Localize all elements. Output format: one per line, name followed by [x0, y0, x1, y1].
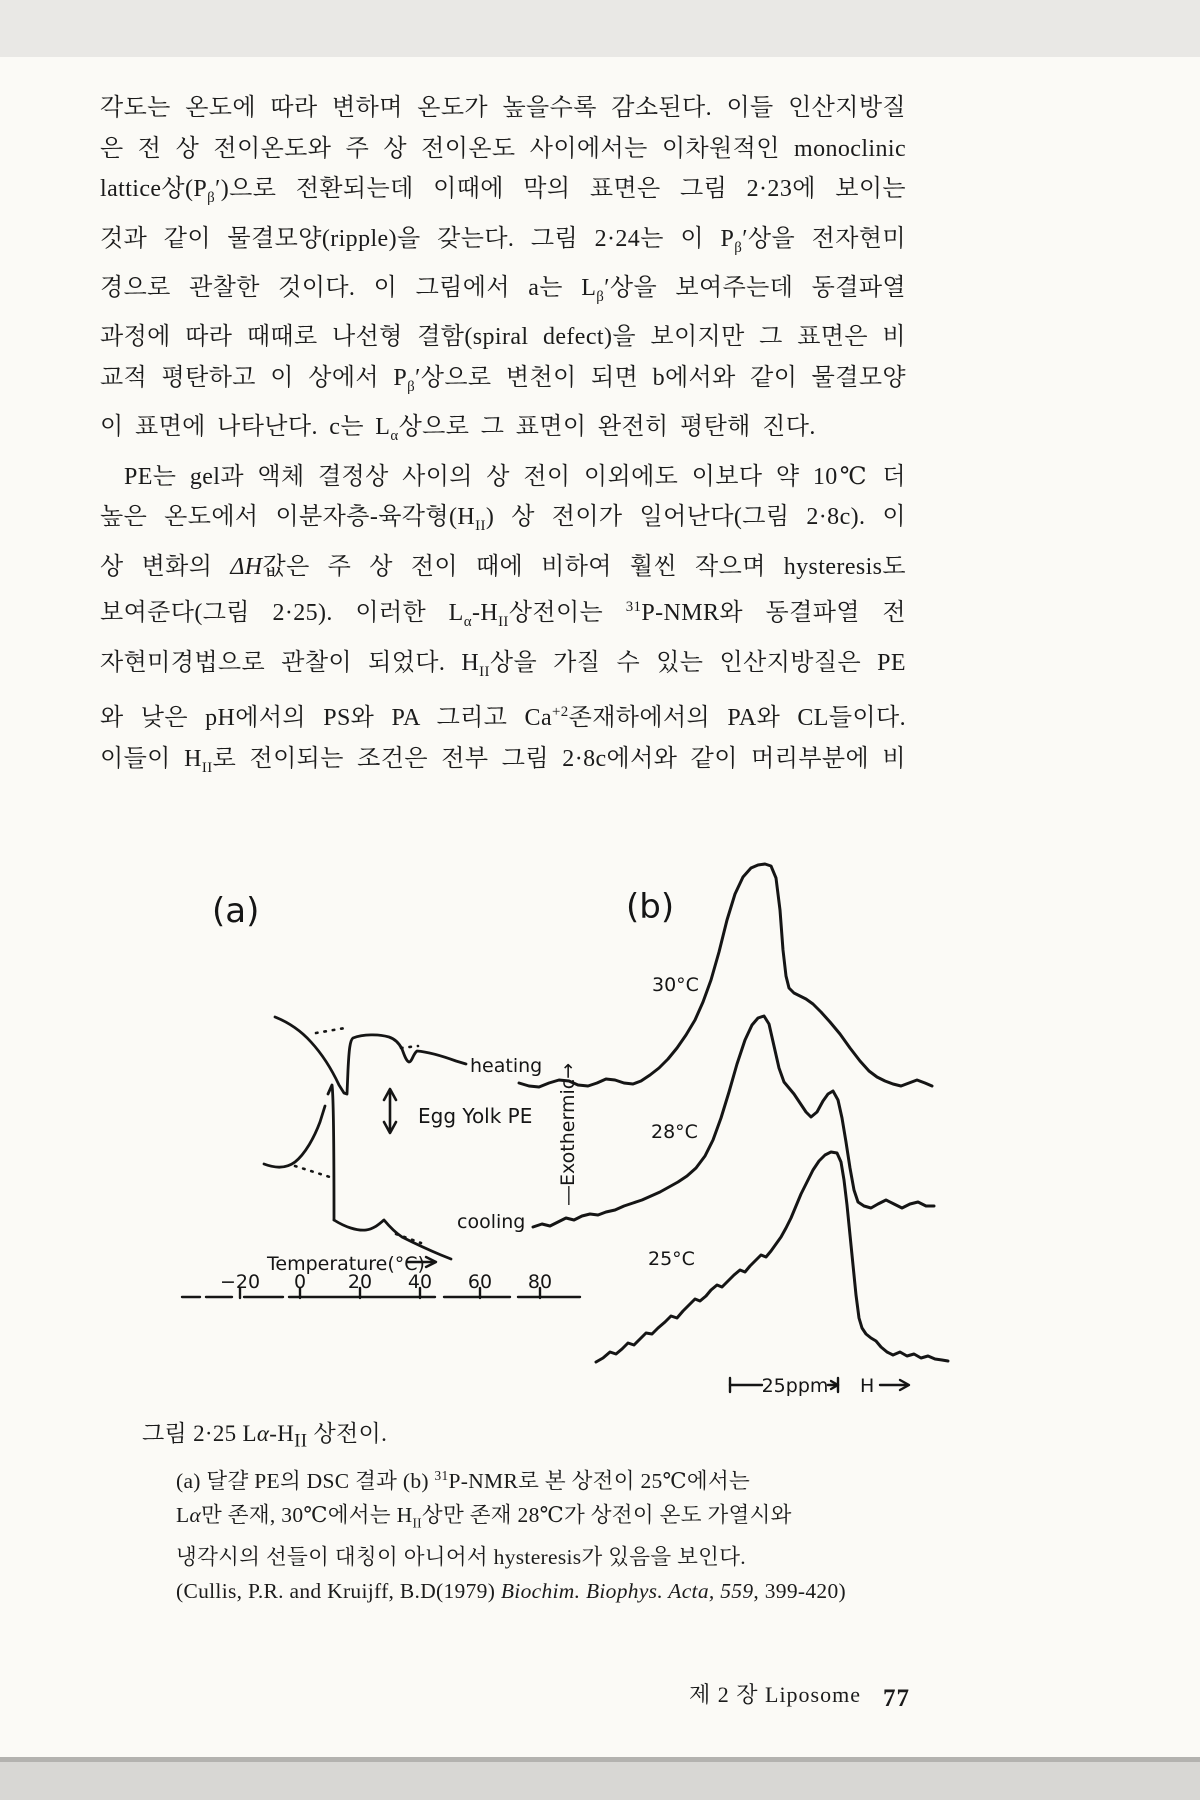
- body-text-line: PE는 gel과 액체 결정상 사이의 상 전이 이외에도 이보다 약 10℃ 더: [124, 463, 906, 490]
- body-text-line: 높은 온도에서 이분자층-육각형$(H_{II})$ 상 전이가 일어난다(그림 2·8c). 이: [100, 504, 906, 535]
- body-text-line: 보여준다(그림 2·25). 이러한 $L_\alpha-H_{II}$상전이는 $^{31}$P-NMR와 동결파열 전: [100, 599, 906, 631]
- nmr-spectrum-28c: [533, 1016, 934, 1227]
- axis-tick-label: 40: [407, 1271, 433, 1293]
- caption-line: (Cullis, P.R. and Kruijff, B.D(1979) Biochim. Biophys. Acta, 559, 399-420): [176, 1579, 846, 1604]
- body-text-line: 은 전 상 전이온도와 주 상 전이온도 사이에서는 이차원적인 monoclinic: [100, 135, 906, 162]
- field-direction-arrow-icon: [880, 1380, 909, 1390]
- body-text-line: 상 변화의 ΔH값은 주 상 전이 때에 비하여 훨씬 작으며 hysteresis도: [100, 553, 906, 580]
- exothermic-axis-label: ―Exothermic→: [557, 1062, 579, 1205]
- body-text-line: 이들이 $H_{II}$로 전이되는 조건은 전부 그림 2·8c에서와 같이 머리부분에 비: [100, 745, 907, 776]
- sample-label: Egg Yolk PE: [418, 1104, 533, 1128]
- body-text-line: 자현미경법으로 관찰이 되었다. $H_{II}$상을 가질 수 있는 인산지방질은 PE: [100, 649, 906, 680]
- page-footer: [540, 1678, 910, 1712]
- body-text-line: 이 표면에 나타난다. c는 $L_\alpha$상으로 그 표면이 완전히 평탄해 진다.: [100, 414, 816, 445]
- dsc-cooling-peak: [328, 1085, 334, 1220]
- body-text-line: 교적 평탄하고 이 상에서 $P_\beta'$상으로 변천이 되면 b에서와 같이 물결모양: [100, 364, 906, 395]
- footer-chapter-title: 제 2 장 Liposome: [689, 1682, 861, 1707]
- body-text-line: 과정에 따라 때때로 나선형 결함(spiral defect)을 보이지만 그 표면은 비: [100, 324, 906, 351]
- axis-tick-label: −20: [219, 1271, 261, 1293]
- spectrum-temp-label: 25°C: [648, 1248, 695, 1270]
- temperature-axis-label: Temperature(°C): [267, 1253, 425, 1275]
- dsc-heating-baseline-dots: [316, 1028, 345, 1033]
- spectrum-temp-label: 28°C: [651, 1121, 698, 1143]
- cooling-curve-label: cooling: [457, 1211, 526, 1233]
- heating-curve-label: heating: [470, 1055, 543, 1077]
- body-text-line: 각도는 온도에 따라 변하며 온도가 높을수록 감소된다. 이들 인산지방질: [100, 95, 906, 121]
- axis-tick-label: 80: [527, 1271, 553, 1293]
- ppm-scale-label: 25ppm: [761, 1375, 829, 1397]
- body-text-line: 경으로 관찰한 것이다. 이 그림에서 a는 $L_\beta'$상을 보여주는데 동결파열: [100, 274, 907, 305]
- axis-tick-label: 20: [347, 1271, 373, 1293]
- dsc-cooling-baseline-dots: [295, 1166, 333, 1178]
- axis-tick-label: 0: [293, 1271, 307, 1293]
- nmr-spectrum-30c: [519, 864, 932, 1087]
- caption-line: 냉각시의 선들이 대칭이 아니어서 hysteresis가 있음을 보인다.: [176, 1545, 746, 1570]
- body-text-line: 것과 같이 물결모양(ripple)을 갖는다. 그림 2·24는 이 $P_\beta'$상을 전자현미: [100, 225, 906, 256]
- body-text-line: 와 낮은 pH에서의 PS와 PA 그리고 $Ca^{+2}$존재하에서의 PA와 CL들이다.: [100, 704, 906, 732]
- body-text-line: lattice상$(P_\beta')$으로 전환되는데 이때에 막의 표면은 그림 2·23에 보이는: [100, 176, 906, 206]
- figure-caption: [142, 1416, 902, 1608]
- axis-tick-label: 60: [467, 1271, 493, 1293]
- panel-b-label: (b): [626, 887, 675, 927]
- dsc-heating-baseline-dots: [401, 1046, 418, 1048]
- panel-a-label: (a): [212, 891, 260, 931]
- updown-arrow-icon: [384, 1089, 396, 1133]
- dsc-heating-curve: [275, 1017, 466, 1094]
- spectrum-temp-label: 30°C: [652, 974, 699, 996]
- caption-line: (a) 달걀 PE의 DSC 결과 (b) $^{31}$P-NMR로 본 상전이 25℃에서는: [176, 1467, 751, 1493]
- footer-page-number: 77: [883, 1685, 910, 1712]
- caption-title: 그림 2·25 $L\alpha-H_{II}$ 상전이.: [142, 1421, 388, 1452]
- scan-artifact-bottom-band: [0, 1762, 1200, 1800]
- field-direction-label: H: [860, 1375, 875, 1397]
- dsc-cooling-curve-left: [264, 1106, 325, 1167]
- caption-line: Lα만 존재, 30℃에서는 $H_{II}$상만 존재 28℃가 상전이 온도 가열시와: [176, 1502, 792, 1531]
